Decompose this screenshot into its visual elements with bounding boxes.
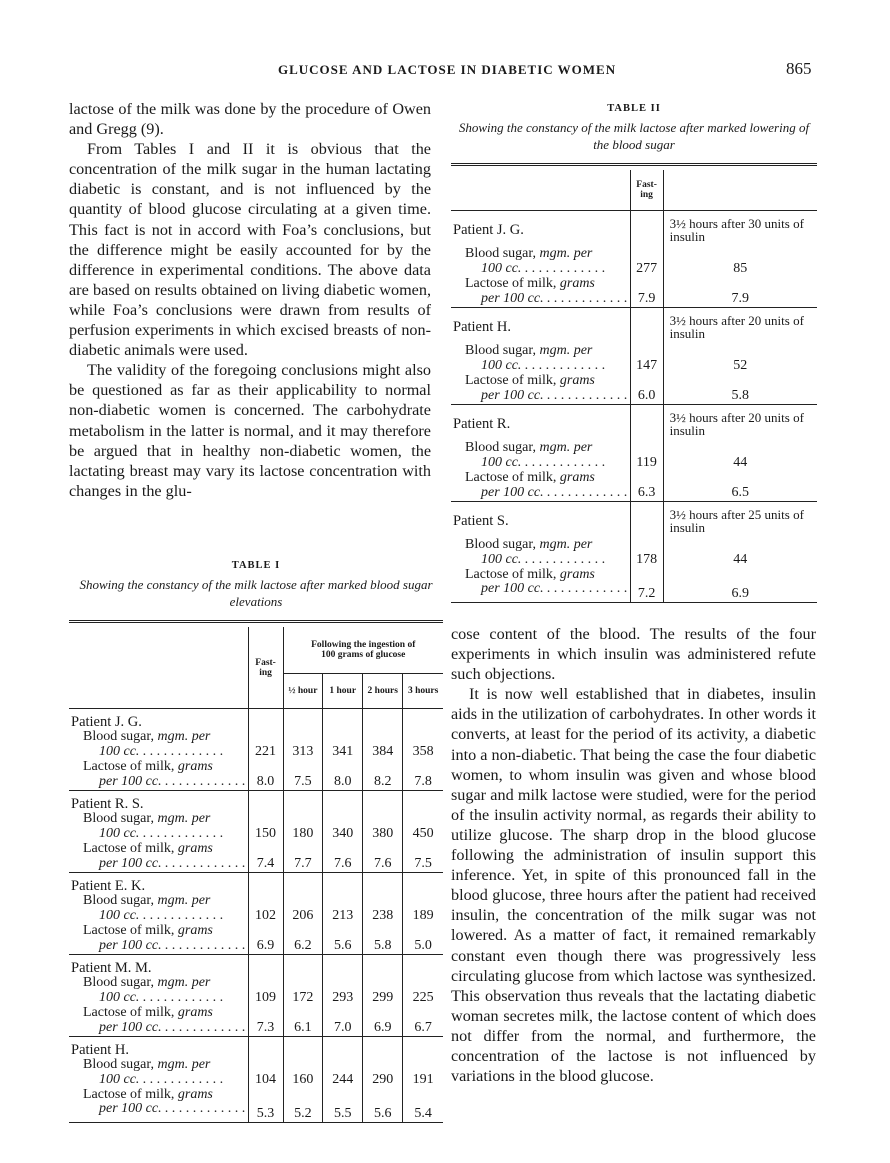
row-label: Lactose of milk, grams (83, 923, 213, 938)
table-cell: 221 (248, 744, 283, 760)
table-2-grid: Fast-ing Patient J. G. 3½ hours after 30 units of insulin Blood sugar, mgm. per 100 cc. . . . 277 85 Lactose of milk, grams per 100 cc. . . . 7.9 7.9 Patient H. 3½ hours after 20 units of insulin Blood sugar, mgm. per 100 cc. . . . 147 52 Lactose of milk, grams per 100 cc. . . . 6.0 5.8 Patient R. 3½ hours after 20 units of insulin Blood sugar, mgm. per 100 cc. . . . 119 44 Lactose of milk, grams per 100 cc. . . . 6.3 6.5 Patient S. 3½ hours after 25 units of insulin Blood sugar, mgm. per 100 cc. . . . 178 44 Lactose of milk, grams per 100 cc. . . . 7.2 6.9 (451, 163, 817, 605)
paragraph: From Tables I and II it is obvious that the concentration of the milk sugar in the human lactating diabetic is constant, and is not influenced by the quantity of blood glucose circulating at a given time. This fact is not in accord with Foa’s conclusions, but the difference might be easily accounted for by the difference in experimental conditions. The above data are based on results obtained on living diabetic women, while Foa’s conclusions were drawn from results of perfusion experiments in which excised breasts of non-diabetic animals were used. (69, 140, 431, 360)
table-cell: 5.6 (323, 938, 363, 955)
table-cell: 5.2 (283, 1102, 323, 1123)
paragraph: cose content of the blood. The results of the four experiments in which insulin was administered refute such objections. (451, 625, 816, 684)
table-cell: 102 (248, 908, 283, 924)
table-cell: 7.4 (248, 856, 283, 873)
table-cell: 206 (283, 908, 323, 924)
table-cell: 299 (363, 990, 403, 1006)
treatment-note: 3½ hours after 20 units of insulin (663, 405, 817, 438)
table-cell: 450 (403, 826, 443, 842)
table-cell: 384 (363, 744, 403, 760)
row-label: Lactose of milk, grams (83, 759, 213, 774)
table-cell: 5.0 (403, 938, 443, 955)
table-cell: 8.0 (248, 774, 283, 791)
table-cell: 44 (663, 552, 817, 568)
row-label: Blood sugar, mgm. per (83, 811, 211, 826)
table-cell: 290 (363, 1072, 403, 1088)
table-cell: 6.7 (403, 1020, 443, 1037)
col-header: 1 hour (323, 674, 363, 709)
running-head (0, 59, 890, 82)
table-2-caption: Showing the constancy of the milk lactose after marked lowering of the blood sugar (458, 120, 810, 152)
paragraph: The validity of the foregoing conclusions might also be questioned as far as their applicability to normal non-diabetic women is concerned. The carbohydrate metabolism in the latter is normal, and it may therefore be argued that in healthy non-diabetic women, the lactating breast may vary its lactose concentration with changes in the glu- (69, 361, 431, 500)
stub-header (451, 170, 630, 211)
row-label: Blood sugar, mgm. per (83, 975, 211, 990)
table-cell: 7.8 (403, 774, 443, 791)
table-cell: 6.0 (630, 388, 663, 405)
row-label: Blood sugar, mgm. per (83, 893, 211, 908)
table-cell: 5.8 (363, 938, 403, 955)
table-cell: 341 (323, 744, 363, 760)
table-cell: 277 (630, 261, 663, 277)
table-cell: 213 (323, 908, 363, 924)
patient-name: Patient S. (453, 512, 509, 529)
patient-name: Patient M. M. (71, 960, 152, 976)
patient-name: Patient R. (453, 415, 511, 432)
row-label: Lactose of milk, grams (83, 1087, 213, 1102)
table-cell: 191 (403, 1072, 443, 1088)
table-cell: 5.6 (363, 1102, 403, 1123)
table-cell: 8.0 (323, 774, 363, 791)
table-cell: 147 (630, 358, 663, 374)
table-cell: 7.0 (323, 1020, 363, 1037)
col-header: ½ hour (283, 674, 323, 709)
table-cell: 7.5 (283, 774, 323, 791)
table-cell: 7.6 (363, 856, 403, 873)
row-label: Blood sugar, mgm. per (83, 1057, 211, 1072)
table-1-label: TABLE I (231, 560, 281, 571)
table-cell: 7.9 (663, 291, 817, 308)
table-cell: 7.9 (630, 291, 663, 308)
table-cell: 7.5 (403, 856, 443, 873)
glucose-group-header: Following the ingestion of 100 grams of glucose (283, 627, 443, 674)
table-cell: 380 (363, 826, 403, 842)
table-1-caption: Showing the constancy of the milk lactose after marked blood sugar elevations (79, 577, 433, 609)
table-2-label: TABLE II (607, 103, 661, 114)
table-cell: 172 (283, 990, 323, 1006)
treatment-note: 3½ hours after 20 units of insulin (663, 308, 817, 341)
table-cell: 313 (283, 744, 323, 760)
table-cell: 6.9 (248, 938, 283, 955)
patient-name: Patient H. (71, 1042, 129, 1058)
fasting-header: Fast-ing (248, 627, 283, 709)
table-cell: 119 (630, 455, 663, 471)
table-cell: 8.2 (363, 774, 403, 791)
table-cell: 238 (363, 908, 403, 924)
patient-name: Patient J. G. (71, 714, 142, 730)
table-cell: 150 (248, 826, 283, 842)
table-cell: 244 (323, 1072, 363, 1088)
table-cell: 7.3 (248, 1020, 283, 1037)
col-header: 3 hours (403, 674, 443, 709)
table-cell: 52 (663, 358, 817, 374)
table-cell: 5.3 (248, 1102, 283, 1123)
right-column-text (451, 624, 816, 1086)
table-cell: 293 (323, 990, 363, 1006)
patient-name: Patient H. (453, 318, 511, 335)
table-1-grid: Fast-ing Following the ingestion of 100 grams of glucose ½ hour 1 hour 2 hours 3 hours Patient J. G. Blood sugar, mgm. per 100 cc. . . . 221 313 341 384 358 Lactose of milk, grams per 100 cc. . . . 8.0 7.5 8.0 8.2 7.8 Patient R. S. Blood sugar, mgm. per 100 cc. . . . 150 180 340 380 450 Lactose of milk, grams per 100 cc. . . . 7.4 7.7 7.6 7.6 7.5 Patient E. K. Blood sugar, mgm. per 100 cc. . . . 102 206 213 238 189 Lactose of milk, grams per 100 cc. . . . 6.9 6.2 5.6 5.8 5.0 Patient M. M. Blood sugar, mgm. per 100 cc. . . . 109 172 293 299 225 Lactose of milk, grams per 100 cc. . . . 7.3 6.1 7.0 6.9 6.7 Patient H. Blood sugar, mgm. per 100 cc. . . . 104 160 244 290 191 Lactose of milk, grams per 100 cc. . . . 5.3 5.2 5.5 5.6 5.4 (69, 620, 443, 1125)
row-label: Blood sugar, mgm. per (83, 729, 211, 744)
paragraph: lactose of the milk was done by the procedure of Owen and Gregg (9). (69, 100, 431, 139)
left-column-text (69, 99, 431, 501)
patient-name: Patient R. S. (71, 796, 144, 812)
table-cell: 189 (403, 908, 443, 924)
col-header: 2 hours (363, 674, 403, 709)
table-cell: 7.2 (630, 582, 663, 603)
table-1 (69, 560, 443, 1125)
treatment-note: 3½ hours after 25 units of insulin (663, 502, 817, 535)
stub-header (69, 627, 248, 709)
paragraph: It is now well established that in diabetes, insulin aids in the utilization of carbohydrates. In other words it converts, at least for the period of its activity, a diabetic into a non-diabetic. That being the case the four diabetic women, to whom insulin was given and whose blood sugar and milk lactose were studied, were for the period of the insulin activity normal, as regards their ability to utilize glucose. The sharp drop in the blood glucose following the administration of insulin support this inference. Yet, in spite of this pronounced fall in the blood glucose, three hours after the patient had received insulin, the concentration of the milk sugar was not lowered. As a matter of fact, it remained remarkably constant even though there was progressively less circulating glucose from which lactose was synthesized. This observation thus reveals that the lactating diabetic woman secretes milk, the lactose content of which does not differ from the normal, and furthermore, the concentration of the lactose is not influenced by variations in the blood glucose. (451, 685, 816, 1086)
table-cell: 44 (663, 455, 817, 471)
table-cell: 6.5 (663, 485, 817, 502)
table-cell: 340 (323, 826, 363, 842)
table-cell: 178 (630, 552, 663, 568)
table-cell: 85 (663, 261, 817, 277)
table-cell: 7.6 (323, 856, 363, 873)
table-cell: 109 (248, 990, 283, 1006)
table-cell: 160 (283, 1072, 323, 1088)
table-cell: 6.3 (630, 485, 663, 502)
row-label: Lactose of milk, grams (83, 841, 213, 856)
table-cell: 104 (248, 1072, 283, 1088)
table-cell: 358 (403, 744, 443, 760)
table-cell: 6.9 (663, 582, 817, 603)
table-cell: 7.7 (283, 856, 323, 873)
page-number: 865 (786, 59, 812, 78)
table-cell: 225 (403, 990, 443, 1006)
patient-name: Patient E. K. (71, 878, 146, 894)
table-cell: 6.1 (283, 1020, 323, 1037)
patient-name: Patient J. G. (453, 221, 524, 238)
table-cell: 6.9 (363, 1020, 403, 1037)
fasting-header: Fast-ing (630, 170, 663, 211)
table-cell: 180 (283, 826, 323, 842)
table-cell: 5.5 (323, 1102, 363, 1123)
table-cell: 6.2 (283, 938, 323, 955)
table-cell: 5.8 (663, 388, 817, 405)
table-cell: 5.4 (403, 1102, 443, 1123)
running-title: GLUCOSE AND LACTOSE IN DIABETIC WOMEN (278, 62, 617, 77)
after-header (663, 170, 817, 211)
treatment-note: 3½ hours after 30 units of insulin (663, 211, 817, 244)
row-label: Lactose of milk, grams (83, 1005, 213, 1020)
table-2 (451, 103, 817, 605)
